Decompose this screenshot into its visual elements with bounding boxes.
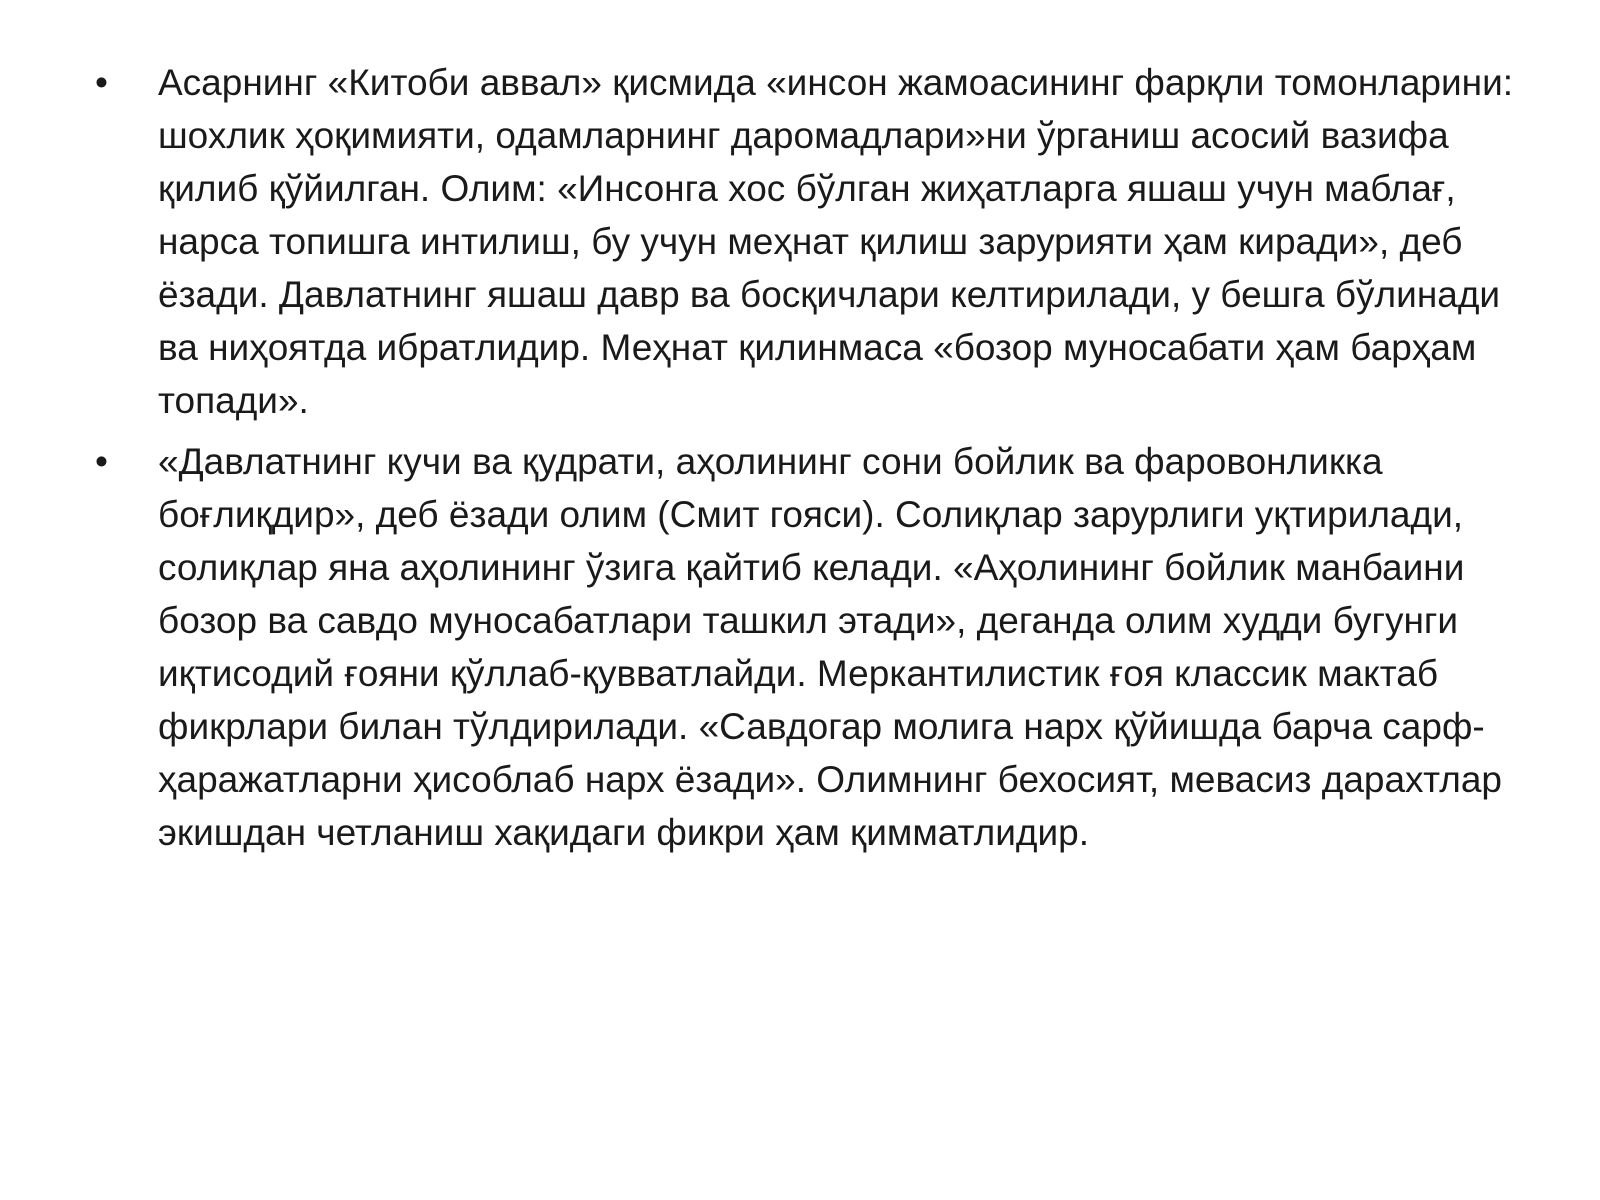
- bullet-text: «Давлатнинг кучи ва қудрати, аҳолининг сони бойлик ва фаровонликка боғлиқдир», деб ёзади олим (Смит гояси). Солиқлар зарурлиги уқтирилади, солиқлар яна аҳолининг ўзига қайтиб келади. «Аҳолининг бойлик манбаини бозор ва савдо муносабатлари ташкил этади», деганда олим худди бугунги иқтисодий ғояни қўллаб-қувватлайди. Меркантилистик ғоя классик мактаб фикрлари билан тўлдирилади. «Савдогар молига нарх қўйишда барча сарф-ҳаражатларни ҳисоблаб нарх ёзади». Олимнинг бехосият, мевасиз дарахтлар экишдан четланиш хақидаги фикри ҳам қимматлидир.: [158, 441, 1503, 853]
- bullet-item-2: [95, 435, 1515, 859]
- bullet-marker: •: [95, 441, 108, 482]
- bullet-list: [95, 56, 1515, 867]
- bullet-marker: •: [95, 62, 108, 103]
- bullet-text: Асарнинг «Китоби аввал» қисмида «инсон жамоасининг фарқли томонларини: шохлик ҳоқимияти, одамларнинг даромадлари»ни ўрганиш асосий вазифа қилиб қўйилган. Олим: «Инсонга хос бўлган жиҳатларга яшаш учун маблағ, нарса топишга интилиш, бу учун меҳнат қилиш зарурияти ҳам киради», деб ёзади. Давлатнинг яшаш давр ва босқичлари келтирилади, у бешга бўлинади ва ниҳоятда ибратлидир. Меҳнат қилинмаса «бозор муносабати ҳам барҳам топади».: [158, 62, 1514, 421]
- bullet-item-1: [95, 56, 1515, 427]
